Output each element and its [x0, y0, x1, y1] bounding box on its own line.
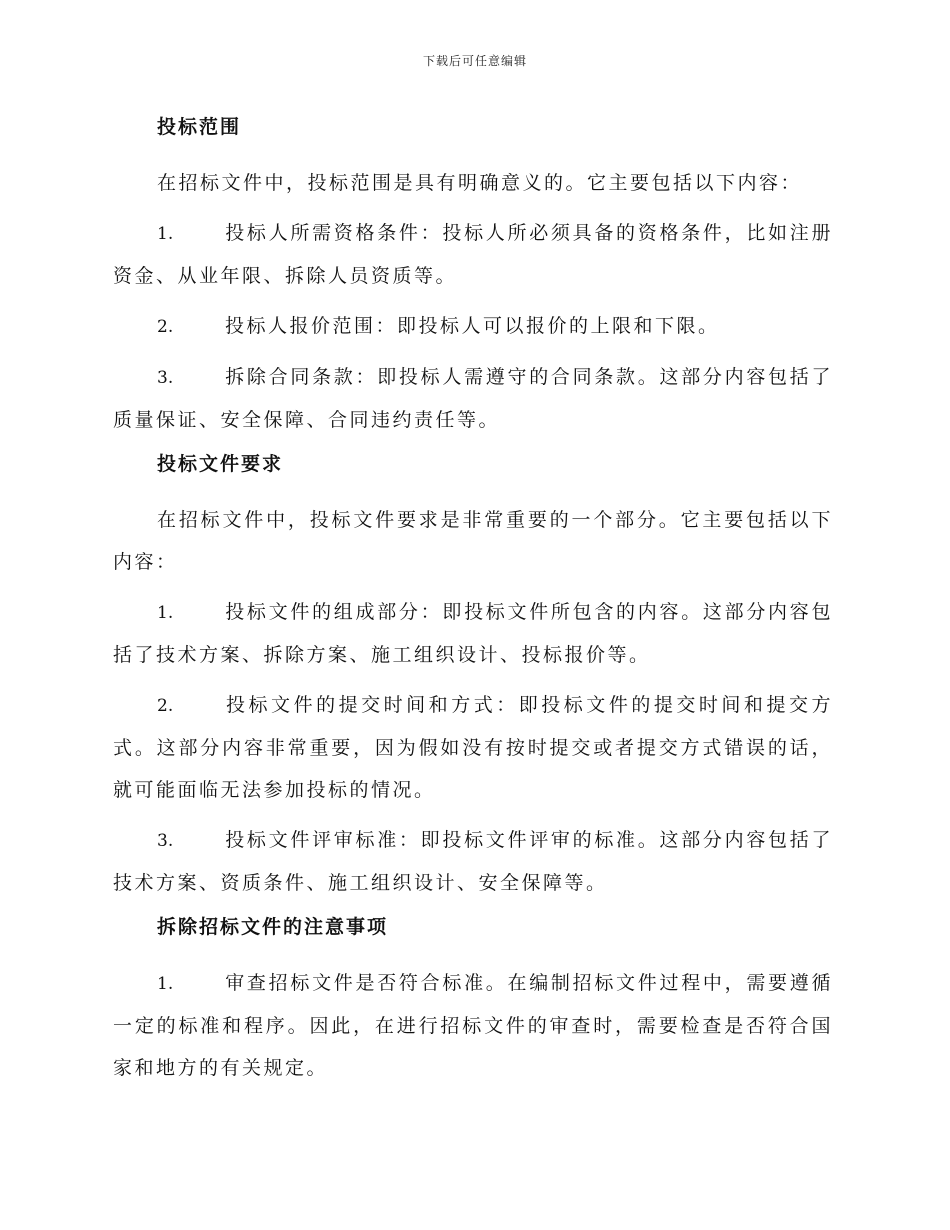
- list-item-number: 3.: [157, 368, 174, 388]
- list-item-text: 拆除合同条款：即投标人需遵守的合同条款。这部分内容包括了质量保证、安全保障、合同违约责任等。: [113, 366, 833, 431]
- list-item-number: 1.: [157, 974, 174, 994]
- section-bid-scope: [113, 112, 833, 441]
- list-item: [113, 591, 833, 676]
- list-item-number: 2.: [157, 696, 174, 716]
- list-item-text: 投标文件的组成部分：即投标文件所包含的内容。这部分内容包括了技术方案、拆除方案、施工组织设计、投标报价等。: [113, 601, 833, 666]
- list-item-text: 投标文件评审标准：即投标文件评审的标准。这部分内容包括了技术方案、资质条件、施工组织设计、安全保障等。: [113, 829, 833, 894]
- section-heading: 投标范围: [157, 116, 242, 138]
- list-item-number: 1.: [157, 603, 174, 623]
- list-item-number: 3.: [157, 831, 174, 851]
- section-notes: [113, 912, 833, 1089]
- list-item: [113, 819, 833, 904]
- section-bid-document-requirements: [113, 449, 833, 904]
- list-item-text: 投标人所需资格条件：投标人所必须具备的资格条件，比如注册资金、从业年限、拆除人员资质等。: [113, 222, 833, 287]
- list-item-text: 投标人报价范围：即投标人可以报价的上限和下限。: [225, 315, 720, 337]
- list-item: [113, 962, 833, 1089]
- section-intro: 在招标文件中，投标文件要求是非常重要的一个部分。它主要包括以下内容：: [113, 509, 833, 573]
- list-item: [113, 305, 833, 348]
- document-body: [113, 112, 833, 1097]
- list-item: [113, 212, 833, 297]
- list-item-text: 投标文件的提交时间和方式：即投标文件的提交时间和提交方式。这部分内容非常重要，因为假如没有按时提交或者提交方式错误的话，就可能面临无法参加投标的情况。: [113, 694, 833, 801]
- list-item-number: 1.: [157, 224, 174, 244]
- section-intro: 在招标文件中，投标范围是具有明确意义的。它主要包括以下内容：: [157, 172, 803, 194]
- list-item-text: 审查招标文件是否符合标准。在编制招标文件过程中，需要遵循一定的标准和程序。因此，在进行招标文件的审查时，需要检查是否符合国家和地方的有关规定。: [113, 972, 833, 1079]
- list-item: [113, 356, 833, 441]
- page-header: 下载后可任意编辑: [422, 54, 527, 68]
- section-heading: 投标文件要求: [157, 453, 284, 475]
- section-heading: 拆除招标文件的注意事项: [157, 916, 389, 938]
- list-item: [113, 684, 833, 811]
- list-item-number: 2.: [157, 317, 174, 337]
